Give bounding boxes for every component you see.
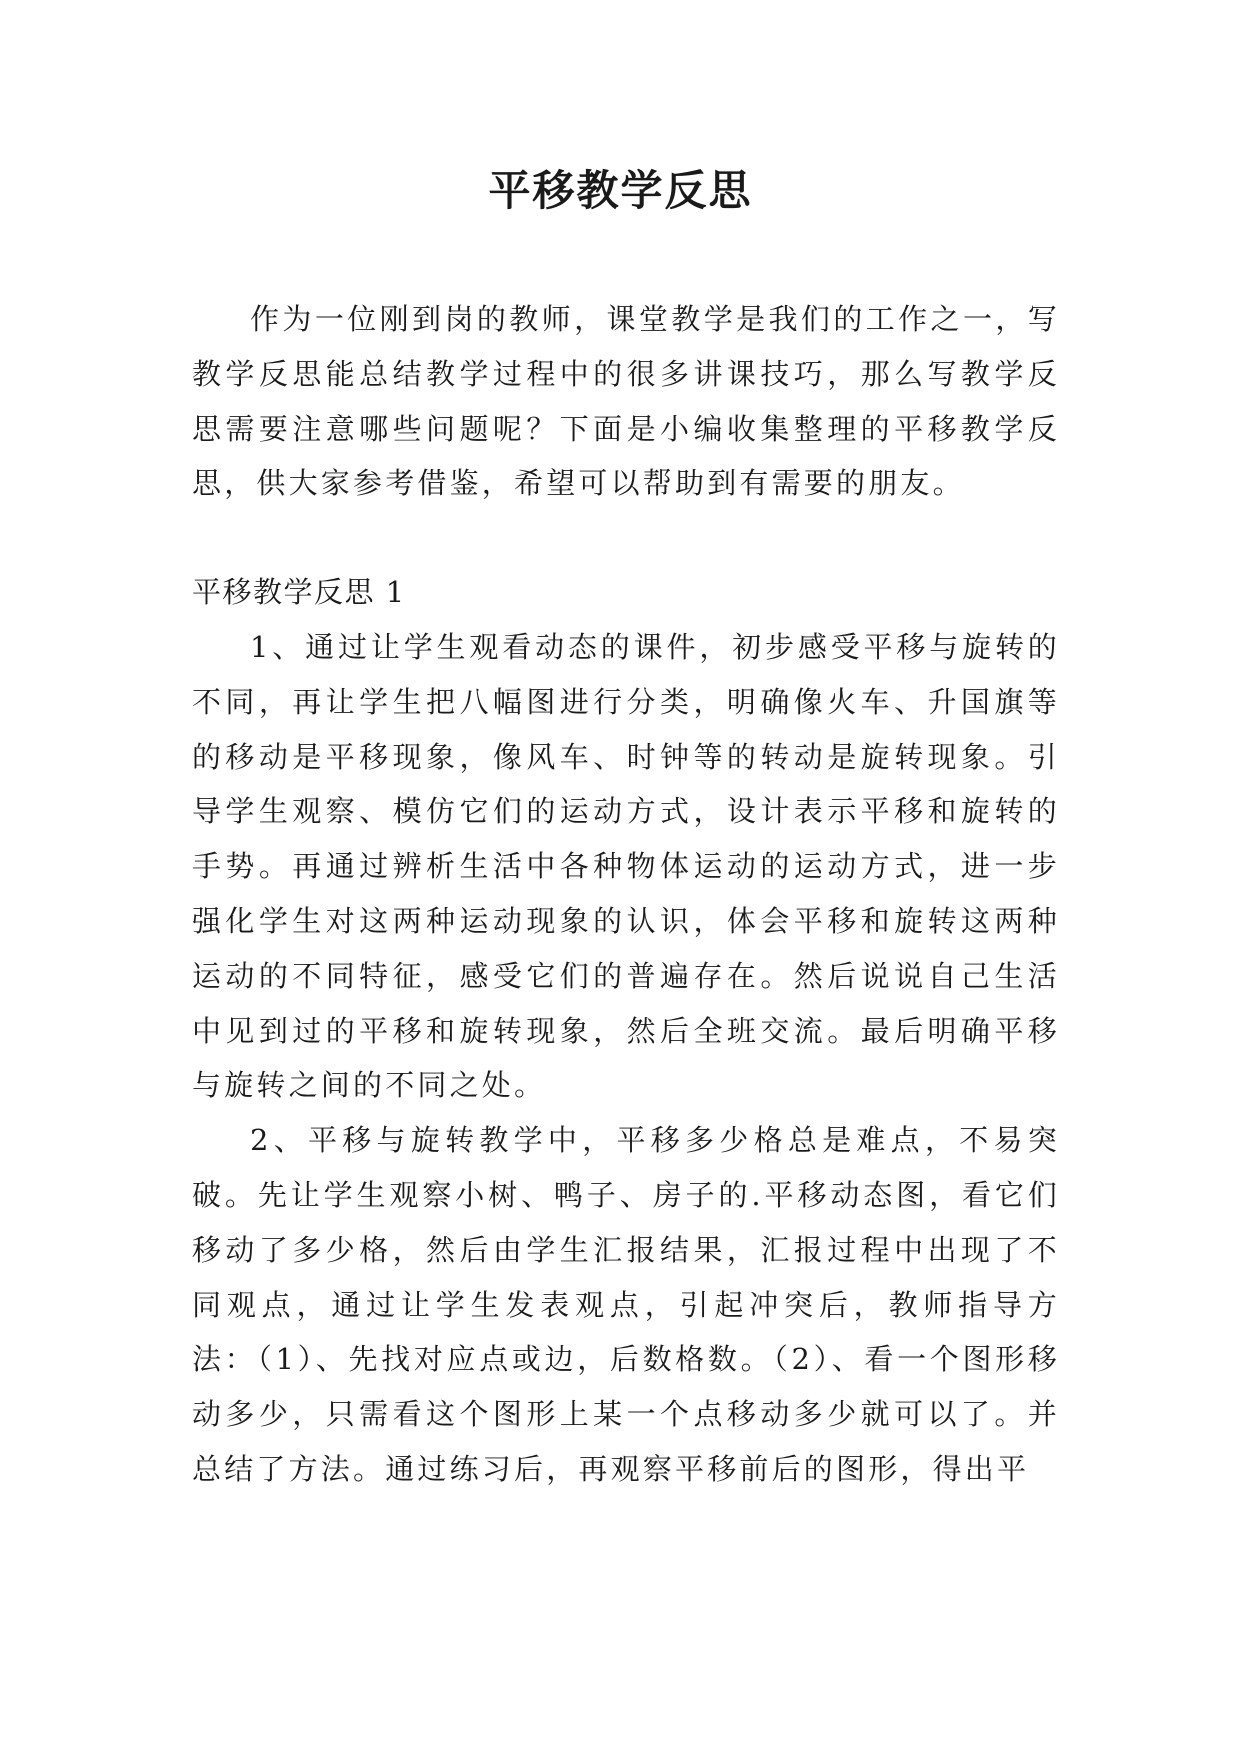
document-body xyxy=(192,292,1060,1497)
intro-paragraph: 作为一位刚到岗的教师，课堂教学是我们的工作之一，写教学反思能总结教学过程中的很多讲课技巧，那么写教学反思需要注意哪些问题呢？下面是小编收集整理的平移教学反思，供大家参考借鉴，希望可以帮助到有需要的朋友。 xyxy=(192,302,1060,501)
document-title: 平移教学反思 xyxy=(488,166,753,215)
body-paragraph-2: 2、平移与旋转教学中，平移多少格总是难点，不易突破。先让学生观察小树、鸭子、房子的.平移动态图，看它们移动了多少格，然后由学生汇报结果，汇报过程中出现了不同观点，通过让学生发表观点，引起冲突后，教师指导方法：（1）、先找对应点或边，后数格数。（2）、看一个图形移动多少，只需看这个图形上某一个点移动多少就可以了。并总结了方法。通过练习后，再观察平移前后的图形，得出平 xyxy=(192,1123,1060,1486)
body-paragraph-1: 1、通过让学生观看动态的课件，初步感受平移与旋转的不同，再让学生把八幅图进行分类，明确像火车、升国旗等的移动是平移现象，像风车、时钟等的转动是旋转现象。引导学生观察、模仿它们的运动方式，设计表示平移和旋转的手势。再通过辨析生活中各种物体运动的运动方式，进一步强化学生对这两种运动现象的认识，体会平移和旋转这两种运动的不同特征，感受它们的普遍存在。然后说说自己生活中见到过的平移和旋转现象，然后全班交流。最后明确平移与旋转之间的不同之处。 xyxy=(192,629,1060,1103)
section-heading: 平移教学反思 1 xyxy=(192,575,406,610)
